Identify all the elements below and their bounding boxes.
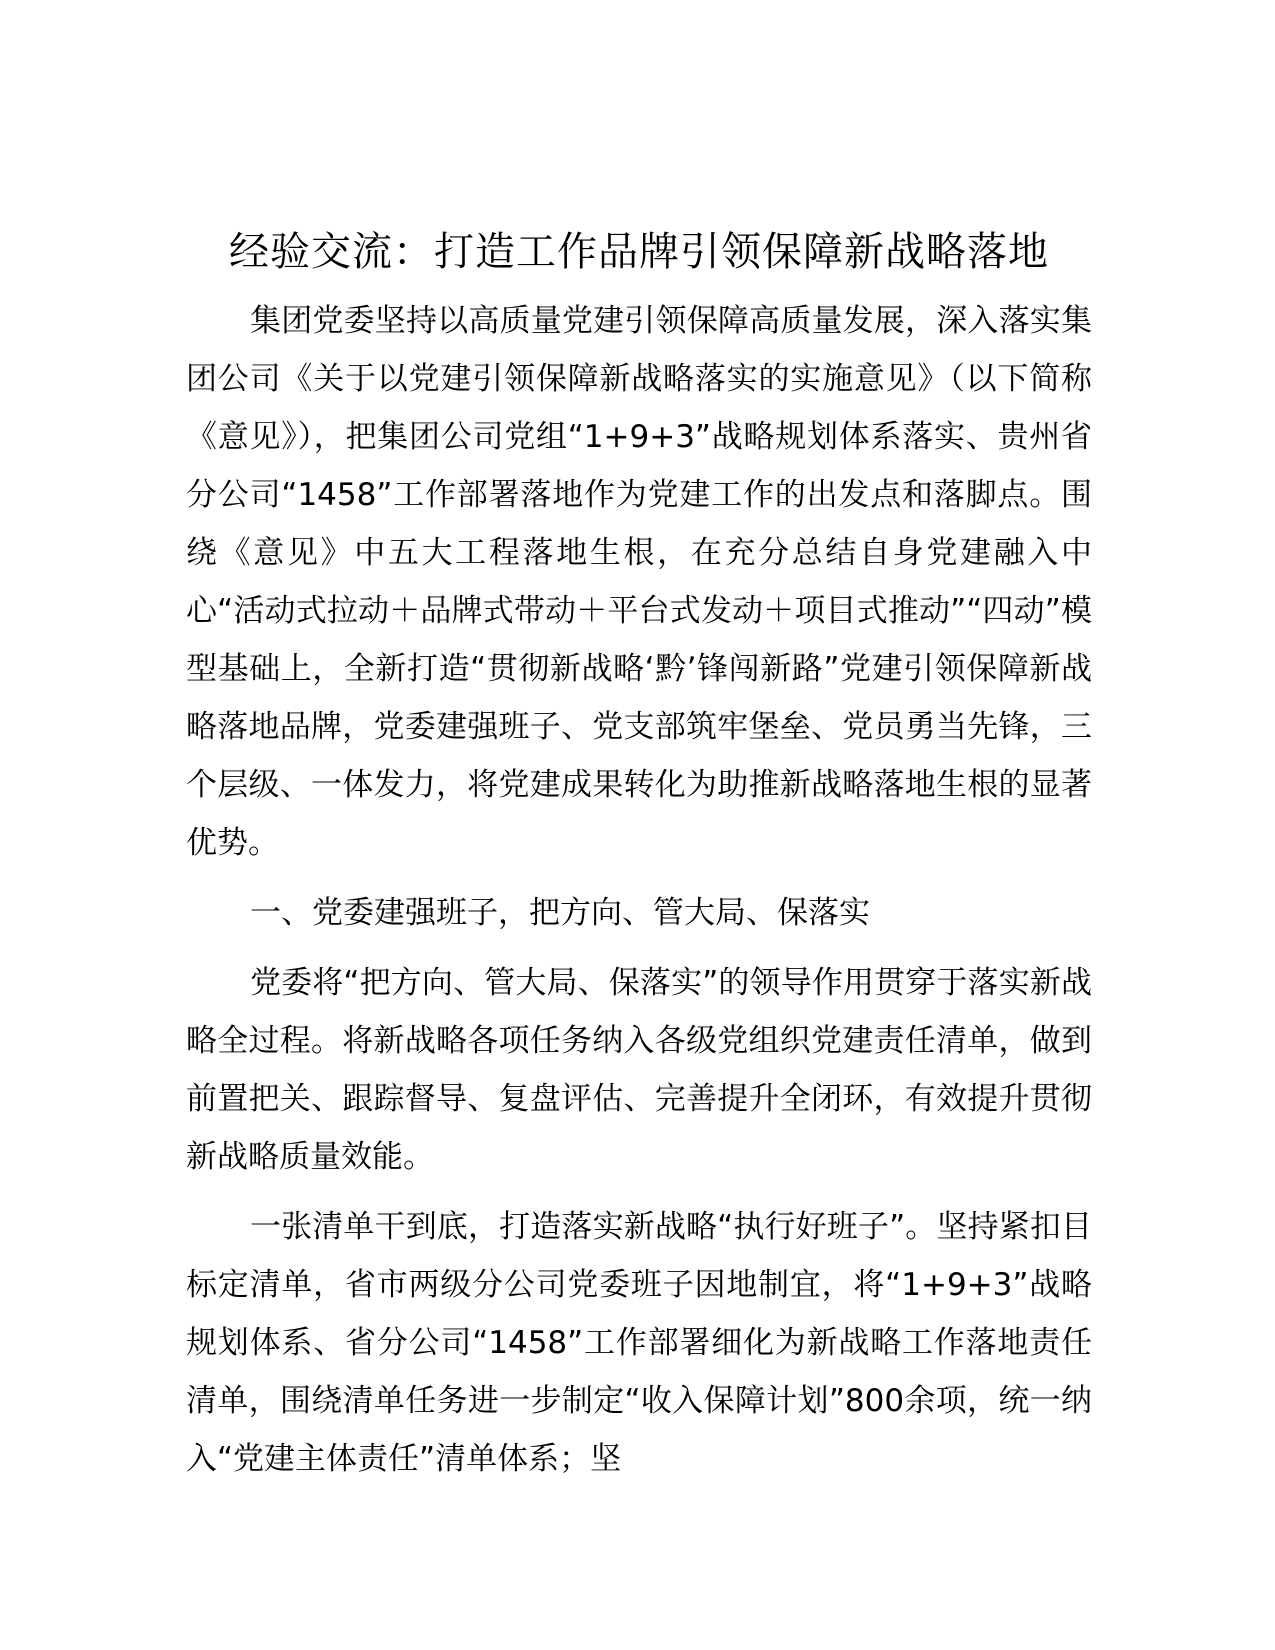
document-body	[186, 212, 1092, 1488]
body-paragraph: 一张清单干到底，打造落实新战略“执行好班子”。坚持紧扣目标定清单，省市两级分公司党委班子因地制宜，将“1+9+3”战略规划体系、省分公司“1458”工作部署细化为新战略工作落地责任清单，围绕清单任务进一步制定“收入保障计划”800余项，统一纳入“党建主体责任”清单体系；坚	[186, 1209, 1092, 1477]
body-paragraph: 党委将“把方向、管大局、保落实”的领导作用贯穿于落实新战略全过程。将新战略各项任务纳入各级党组织党建责任清单，做到前置把关、跟踪督导、复盘评估、完善提升全闭环，有效提升贯彻新战略质量效能。	[186, 965, 1092, 1175]
intro-paragraph: 集团党委坚持以高质量党建引领保障高质量发展，深入落实集团公司《关于以党建引领保障新战略落实的实施意见》（以下简称《意见》），把集团公司党组“1+9+3”战略规划体系落实、贵州省分公司“1458”工作部署落地作为党建工作的出发点和落脚点。围绕《意见》中五大工程落地生根，在充分总结自身党建融入中心“活动式拉动＋品牌式带动＋平台式发动＋项目式推动”“四动”模型基础上，全新打造“贯彻新战略‘黔’锋闯新路”党建引领保障新战略落地品牌，党委建强班子、党支部筑牢堡垒、党员勇当先锋，三个层级、一体发力，将党建成果转化为助推新战略落地生根的显著优势。	[186, 303, 1092, 861]
document-title: 经验交流：打造工作品牌引领保障新战略落地	[229, 229, 1049, 275]
section-heading: 一、党委建强班子，把方向、管大局、保落实	[250, 895, 870, 931]
